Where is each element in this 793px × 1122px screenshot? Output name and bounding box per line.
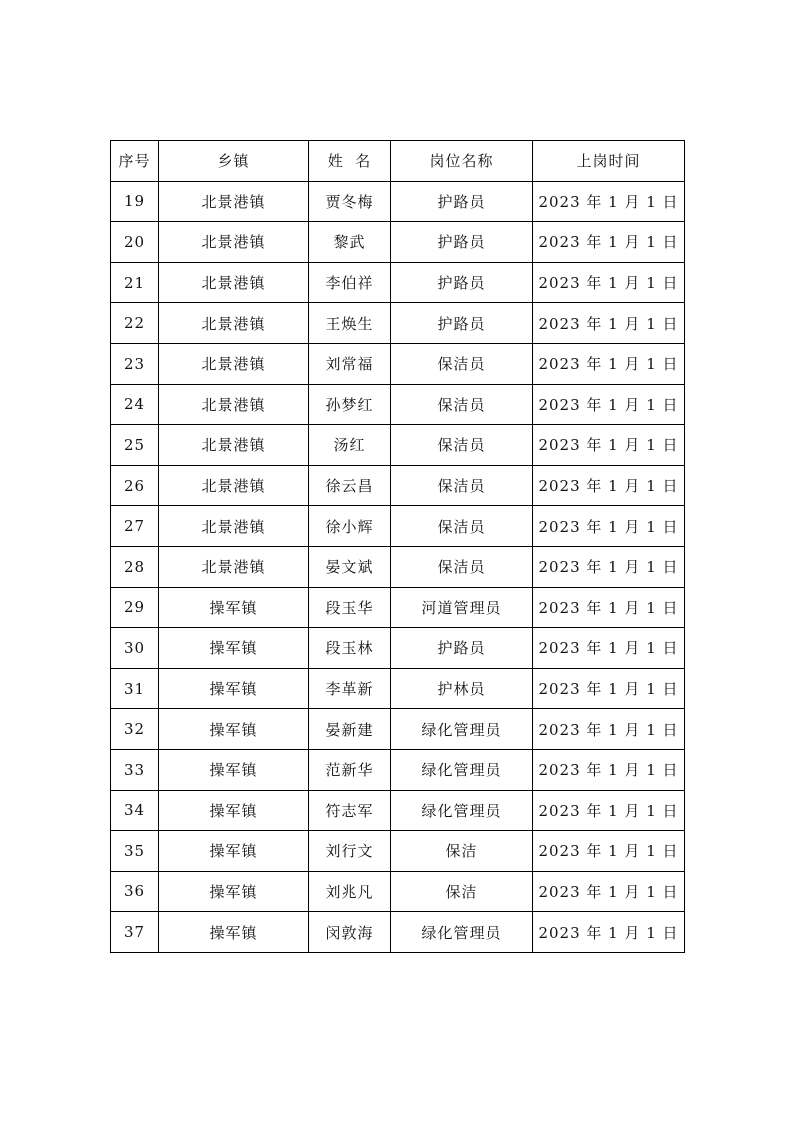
table-row	[111, 343, 685, 384]
cell-start-date: 2023 年 1 月 1 日	[533, 465, 685, 506]
cell-name: 晏新建	[309, 709, 391, 750]
table-row	[111, 384, 685, 425]
cell-position: 护路员	[391, 628, 533, 669]
table-row	[111, 425, 685, 466]
cell-index: 22	[111, 303, 159, 344]
cell-start-date: 2023 年 1 月 1 日	[533, 546, 685, 587]
cell-start-date: 2023 年 1 月 1 日	[533, 303, 685, 344]
table-row	[111, 222, 685, 263]
cell-position: 护林员	[391, 668, 533, 709]
cell-name: 范新华	[309, 749, 391, 790]
cell-position: 保洁员	[391, 506, 533, 547]
cell-township: 北景港镇	[159, 384, 309, 425]
cell-index: 24	[111, 384, 159, 425]
table-row	[111, 587, 685, 628]
table-row	[111, 668, 685, 709]
table-row	[111, 303, 685, 344]
cell-start-date: 2023 年 1 月 1 日	[533, 668, 685, 709]
cell-start-date: 2023 年 1 月 1 日	[533, 587, 685, 628]
cell-index: 36	[111, 871, 159, 912]
table-row	[111, 465, 685, 506]
cell-start-date: 2023 年 1 月 1 日	[533, 384, 685, 425]
cell-township: 操军镇	[159, 668, 309, 709]
cell-township: 操军镇	[159, 587, 309, 628]
cell-township: 北景港镇	[159, 343, 309, 384]
cell-position: 保洁员	[391, 546, 533, 587]
cell-township: 北景港镇	[159, 425, 309, 466]
table-row	[111, 628, 685, 669]
cell-start-date: 2023 年 1 月 1 日	[533, 871, 685, 912]
table-row	[111, 749, 685, 790]
cell-township: 操军镇	[159, 709, 309, 750]
cell-index: 32	[111, 709, 159, 750]
cell-township: 北景港镇	[159, 506, 309, 547]
cell-position: 护路员	[391, 181, 533, 222]
cell-position: 绿化管理员	[391, 749, 533, 790]
table-row	[111, 790, 685, 831]
cell-township: 北景港镇	[159, 222, 309, 263]
cell-index: 28	[111, 546, 159, 587]
personnel-table	[110, 140, 685, 953]
cell-start-date: 2023 年 1 月 1 日	[533, 343, 685, 384]
header-index: 序号	[111, 141, 159, 182]
cell-position: 保洁	[391, 831, 533, 872]
cell-name: 李伯祥	[309, 262, 391, 303]
header-start-date: 上岗时间	[533, 141, 685, 182]
cell-start-date: 2023 年 1 月 1 日	[533, 181, 685, 222]
cell-township: 北景港镇	[159, 546, 309, 587]
cell-position: 护路员	[391, 262, 533, 303]
cell-name: 刘行文	[309, 831, 391, 872]
table-header-row	[111, 141, 685, 182]
cell-name: 段玉林	[309, 628, 391, 669]
cell-start-date: 2023 年 1 月 1 日	[533, 425, 685, 466]
cell-name: 刘兆凡	[309, 871, 391, 912]
cell-index: 31	[111, 668, 159, 709]
cell-position: 保洁员	[391, 465, 533, 506]
cell-position: 绿化管理员	[391, 709, 533, 750]
cell-name: 王焕生	[309, 303, 391, 344]
cell-township: 操军镇	[159, 628, 309, 669]
cell-township: 北景港镇	[159, 303, 309, 344]
cell-name: 晏文斌	[309, 546, 391, 587]
cell-start-date: 2023 年 1 月 1 日	[533, 912, 685, 953]
cell-township: 北景港镇	[159, 181, 309, 222]
cell-name: 贾冬梅	[309, 181, 391, 222]
cell-index: 19	[111, 181, 159, 222]
cell-name: 黎武	[309, 222, 391, 263]
cell-township: 操军镇	[159, 912, 309, 953]
cell-township: 北景港镇	[159, 465, 309, 506]
cell-start-date: 2023 年 1 月 1 日	[533, 831, 685, 872]
header-township: 乡镇	[159, 141, 309, 182]
cell-position: 保洁员	[391, 425, 533, 466]
cell-index: 20	[111, 222, 159, 263]
cell-position: 保洁	[391, 871, 533, 912]
cell-name: 徐小辉	[309, 506, 391, 547]
cell-start-date: 2023 年 1 月 1 日	[533, 262, 685, 303]
cell-start-date: 2023 年 1 月 1 日	[533, 628, 685, 669]
cell-position: 绿化管理员	[391, 912, 533, 953]
cell-index: 35	[111, 831, 159, 872]
table-row	[111, 262, 685, 303]
cell-name: 段玉华	[309, 587, 391, 628]
cell-position: 护路员	[391, 303, 533, 344]
cell-position: 河道管理员	[391, 587, 533, 628]
cell-position: 护路员	[391, 222, 533, 263]
cell-index: 30	[111, 628, 159, 669]
table-row	[111, 506, 685, 547]
cell-index: 23	[111, 343, 159, 384]
cell-position: 绿化管理员	[391, 790, 533, 831]
cell-index: 34	[111, 790, 159, 831]
cell-township: 操军镇	[159, 749, 309, 790]
cell-name: 刘常福	[309, 343, 391, 384]
cell-start-date: 2023 年 1 月 1 日	[533, 709, 685, 750]
cell-start-date: 2023 年 1 月 1 日	[533, 222, 685, 263]
cell-township: 操军镇	[159, 790, 309, 831]
cell-name: 闵敦海	[309, 912, 391, 953]
cell-position: 保洁员	[391, 384, 533, 425]
cell-start-date: 2023 年 1 月 1 日	[533, 790, 685, 831]
cell-index: 26	[111, 465, 159, 506]
cell-name: 徐云昌	[309, 465, 391, 506]
cell-index: 25	[111, 425, 159, 466]
cell-township: 操军镇	[159, 871, 309, 912]
header-name: 姓 名	[309, 141, 391, 182]
cell-index: 27	[111, 506, 159, 547]
cell-index: 21	[111, 262, 159, 303]
cell-name: 汤红	[309, 425, 391, 466]
table-row	[111, 912, 685, 953]
table-row	[111, 181, 685, 222]
cell-township: 操军镇	[159, 831, 309, 872]
table-row	[111, 709, 685, 750]
cell-township: 北景港镇	[159, 262, 309, 303]
table-row	[111, 831, 685, 872]
cell-name: 符志军	[309, 790, 391, 831]
cell-start-date: 2023 年 1 月 1 日	[533, 749, 685, 790]
table-body	[111, 181, 685, 952]
cell-start-date: 2023 年 1 月 1 日	[533, 506, 685, 547]
cell-index: 33	[111, 749, 159, 790]
table-row	[111, 546, 685, 587]
cell-name: 孙梦红	[309, 384, 391, 425]
cell-index: 37	[111, 912, 159, 953]
header-position: 岗位名称	[391, 141, 533, 182]
cell-name: 李革新	[309, 668, 391, 709]
cell-position: 保洁员	[391, 343, 533, 384]
table-row	[111, 871, 685, 912]
cell-index: 29	[111, 587, 159, 628]
